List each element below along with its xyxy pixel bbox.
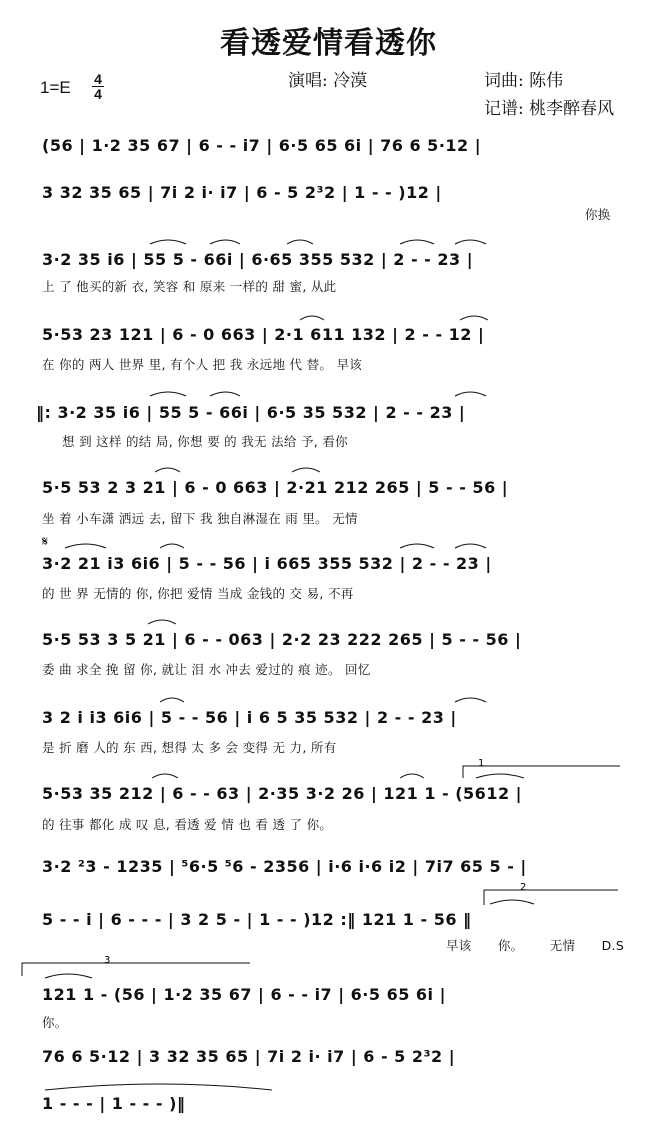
lyric-line-3: 上 了 他买的新 衣, 笑容 和 原来 一样的 甜 蜜, 从此 [42, 279, 337, 294]
volta-label-1: 1 [478, 758, 485, 769]
notation-line-8: 5·5 53 3 5 21 | 6 - - 063 | 2·2 23 222 265 | 5 - - 56 | [42, 630, 522, 649]
lyric-line-1 [0, 160, 657, 178]
volta-bracket-3 [22, 963, 250, 976]
composer-credit: 词曲: 陈伟 [484, 71, 564, 91]
time-numerator: 4 [94, 71, 102, 87]
notation-line-9: 3 2 i i3 6i6 | 5 - - 56 | i 6 5 35 532 | 2 - - 23 | [42, 708, 457, 727]
volta-label-2: 2 [520, 882, 527, 893]
lyric-line-13: 你。 [42, 1015, 68, 1030]
segno-sign: 𝄋 [42, 534, 49, 550]
lyric-line-2: 你换 [585, 207, 611, 222]
lyric-line-7: 的 世 界 无情的 你, 你把 爱情 当成 金钱的 交 易, 不再 [42, 586, 354, 601]
lyric-line-8: 委 曲 求全 挽 留 你, 就让 泪 水 冲去 爱过的 痕 迹。 回忆 [42, 662, 371, 677]
time-signature [92, 72, 104, 101]
notation-line-1: (56 | 1·2 35 67 | 6 - - i7 | 6·5 65 6i | 76 6 5·12 | [42, 136, 482, 155]
lyric-line-12: 早该 你。 无情 D.S [446, 938, 625, 953]
notation-line-6: 5·5 53 2 3 21 | 6 - 0 663 | 2·21 212 265 | 5 - - 56 | [42, 478, 509, 497]
notation-line-4: 5·53 23 121 | 6 - 0 663 | 2·1 611 132 | 2 - - 12 | [42, 325, 485, 344]
time-denominator: 4 [94, 86, 102, 102]
lyric-line-11 [0, 880, 657, 898]
notation-line-10: 5·53 35 212 | 6 - - 63 | 2·35 3·2 26 | 121 1 - (5612 | [42, 784, 522, 803]
notation-line-15: 1 - - - | 1 - - - )‖ [42, 1094, 186, 1113]
lyric-line-10: 的 往事 都化 成 叹 息, 看透 爱 情 也 看 透 了 你。 [42, 817, 333, 832]
notation-line-14: 76 6 5·12 | 3 32 35 65 | 7i 2 i· i7 | 6 - 5 2³2 | [42, 1047, 456, 1066]
volta-bracket-1 [463, 766, 620, 778]
notation-line-3: 3·2 35 i6 | 55 5 - 66i | 6·65 355 532 | 2 - - 23 | [42, 250, 474, 269]
notation-line-2: 3 32 35 65 | 7i 2 i· i7 | 6 - 5 2³2 | 1 - - )12 | [42, 183, 442, 202]
notation-line-5: ‖: 3·2 35 i6 | 55 5 - 66i | 6·5 35 532 | 2 - - 23 | [36, 403, 466, 422]
transcriber-credit: 记谱: 桃李醉春风 [484, 99, 615, 119]
lyric-line-6: 坐 着 小车潇 洒远 去, 留下 我 独自淋湿在 雨 里。 无情 [42, 511, 358, 526]
notation-line-7: 3·2 21 i3 6i6 | 5 - - 56 | i 665 355 532 | 2 - - 23 | [42, 554, 492, 573]
lyric-line-4: 在 你的 两人 世界 里, 有个人 把 我 永远地 代 替。 早该 [42, 357, 363, 372]
lyric-line-9: 是 折 磨 人的 东 西, 想得 太 多 会 变得 无 力, 所有 [42, 740, 337, 755]
volta-label-3: 3 [104, 955, 111, 966]
notation-line-11: 3·2 ²3 - 1235 | ⁵6·5 ⁵6 - 2356 | i·6 i·6 i2 | 7i7 65 5 - | [42, 857, 527, 876]
lyric-line-5: 想 到 这样 的结 局, 你想 要 的 我无 法给 予, 看你 [62, 434, 348, 449]
notation-line-13: 121 1 - (56 | 1·2 35 67 | 6 - - i7 | 6·5 65 6i | [42, 985, 446, 1004]
key-signature: 1=E [40, 78, 71, 97]
notation-line-12: 5 - - i | 6 - - - | 3 2 5 - | 1 - - )12 :‖ 121 1 - 56 ‖ [42, 910, 472, 929]
singer-credit: 演唱: 冷漠 [288, 71, 368, 91]
page-title: 看透爱情看透你 [220, 26, 437, 61]
